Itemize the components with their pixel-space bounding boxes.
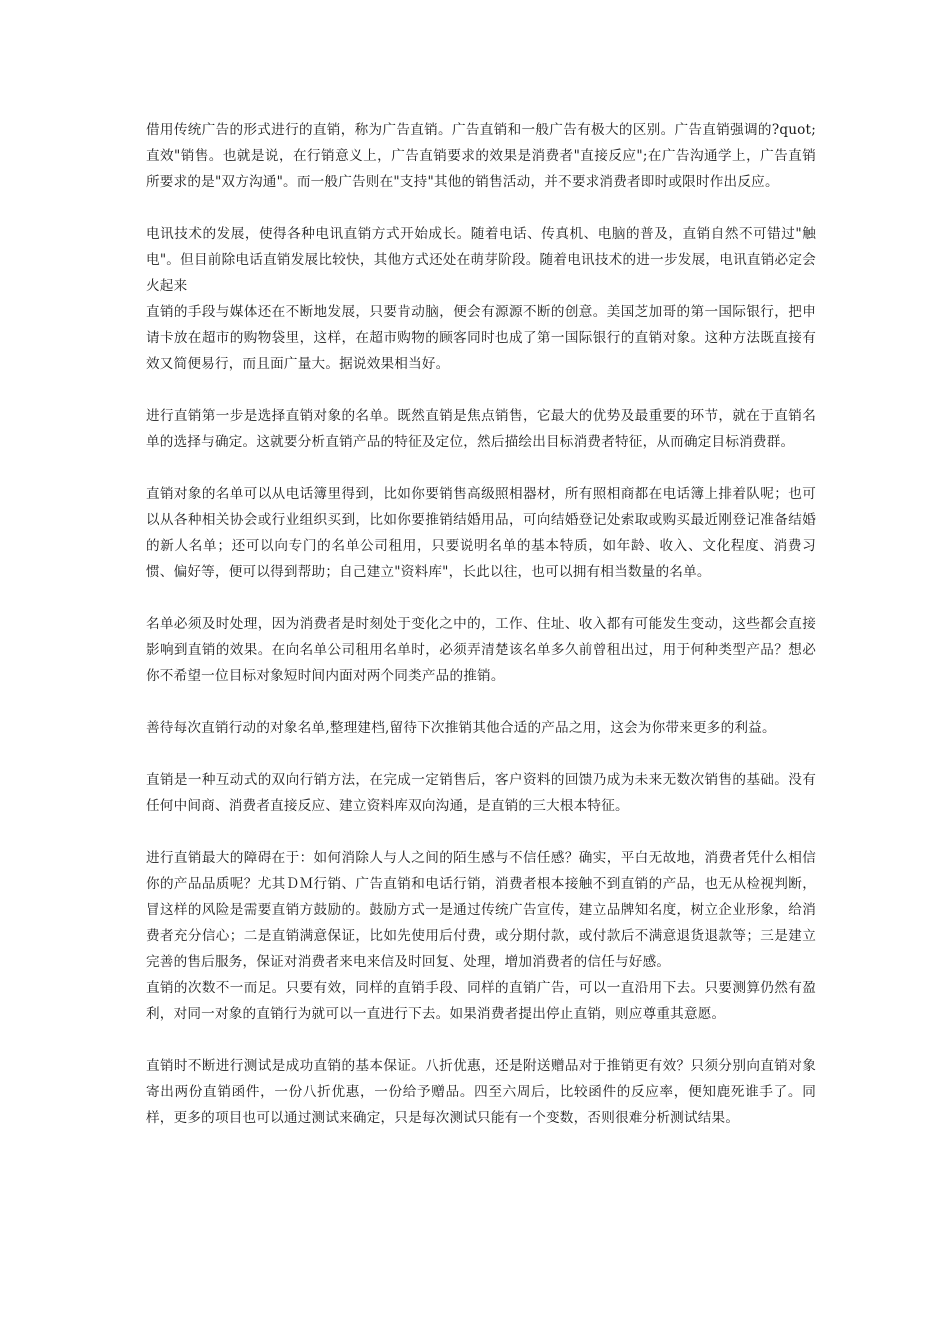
paragraph-telecom-direct-marketing: 电讯技术的发展，使得各种电讯直销方式开始成长。随着电话、传真机、电脑的普及，直销自然不可错过"触电"。但目前除电话直销发展比较快，其他方式还处在萌芽阶段。随着电讯技术的进一步发展，电讯直销必定会火起来 <box>146 226 816 294</box>
paragraph-media-innovation: 直销的手段与媒体还在不断地发展，只要肯动脑，便会有源源不断的创意。美国芝加哥的第一国际银行，把申请卡放在超市的购物袋里，这样，在超市购物的顾客同时也成了第一国际银行的直销对象。这种方法既直接有效又简便易行，而且面广量大。据说效果相当好。 <box>146 304 816 372</box>
paragraph-trust-barrier: 进行直销最大的障碍在于：如何消除人与人之间的陌生感与不信任感？确实，平白无故地，消费者凭什么相信你的产品品质呢？尤其ＤＭ行销、广告直销和电话行销，消费者根本接触不到直销的产品，也无从检视判断，冒这样的风险是需要直销方鼓励的。鼓励方式一是通过传统广告宣传，建立品牌知名度，树立企业形象，给消费者充分信心；二是直销满意保证，比如先使用后付费，或分期付款，或付款后不满意退货退款等；三是建立完善的售后服务，保证对消费者来电来信及时回复、处理，增加消费者的信任与好感。 <box>146 850 816 970</box>
paragraph-interactive-marketing: 直销是一种互动式的双向行销方法，在完成一定销售后，客户资料的回馈乃成为未来无数次销售的基础。没有任何中间商、消费者直接反应、建立资料库双向沟通，是直销的三大根本特征。 <box>146 772 816 814</box>
paragraph-target-list: 进行直销第一步是选择直销对象的名单。既然直销是焦点销售，它最大的优势及最重要的环节，就在于直销名单的选择与确定。这就要分析直销产品的特征及定位，然后描绘出目标消费者特征，从而确定目标消费群。 <box>146 408 816 450</box>
paragraph-ad-direct-marketing: 借用传统广告的形式进行的直销，称为广告直销。广告直销和一般广告有极大的区别。广告直销强调的?quot;直效"销售。也就是说，在行销意义上，广告直销要求的效果是消费者"直接反应";在广告沟通学上，广告直销所要求的是"双方沟通"。而一般广告则在"支持"其他的销售活动，并不要求消费者即时或限时作出反应。 <box>146 122 816 190</box>
paragraph-list-archiving: 善待每次直销行动的对象名单,整理建档,留待下次推销其他合适的产品之用，这会为你带来更多的利益。 <box>146 720 776 736</box>
document-page <box>146 117 816 1157</box>
paragraph-repetition: 直销的次数不一而足。只要有效，同样的直销手段、同样的直销广告，可以一直沿用下去。只要测算仍然有盈利，对同一对象的直销行为就可以一直进行下去。如果消费者提出停止直销，则应尊重其意愿。 <box>146 980 816 1022</box>
paragraph-testing: 直销时不断进行测试是成功直销的基本保证。八折优惠，还是附送赠品对于推销更有效？只须分别向直销对象寄出两份直销函件，一份八折优惠，一份给予赠品。四至六周后，比较函件的反应率，便知鹿死谁手了。同样，更多的项目也可以通过测试来确定，只是每次测试只能有一个变数，否则很难分析测试结果。 <box>146 1058 816 1126</box>
paragraph-list-processing: 名单必须及时处理，因为消费者是时刻处于变化之中的，工作、住址、收入都有可能发生变动，这些都会直接影响到直销的效果。在向名单公司租用名单时，必须弄清楚该名单多久前曾租出过，用于何种类型产品？想必你不希望一位目标对象短时间内面对两个同类产品的推销。 <box>146 616 816 684</box>
paragraph-list-sources: 直销对象的名单可以从电话簿里得到，比如你要销售高级照相器材，所有照相商都在电话簿上排着队呢；也可以从各种相关协会或行业组织买到，比如你要推销结婚用品，可向结婚登记处索取或购买最近刚登记准备结婚的新人名单；还可以向专门的名单公司租用，只要说明名单的基本特质，如年龄、收入、文化程度、消费习惯、偏好等，便可以得到帮助；自己建立"资料库"，长此以往，也可以拥有相当数量的名单。 <box>146 486 816 580</box>
